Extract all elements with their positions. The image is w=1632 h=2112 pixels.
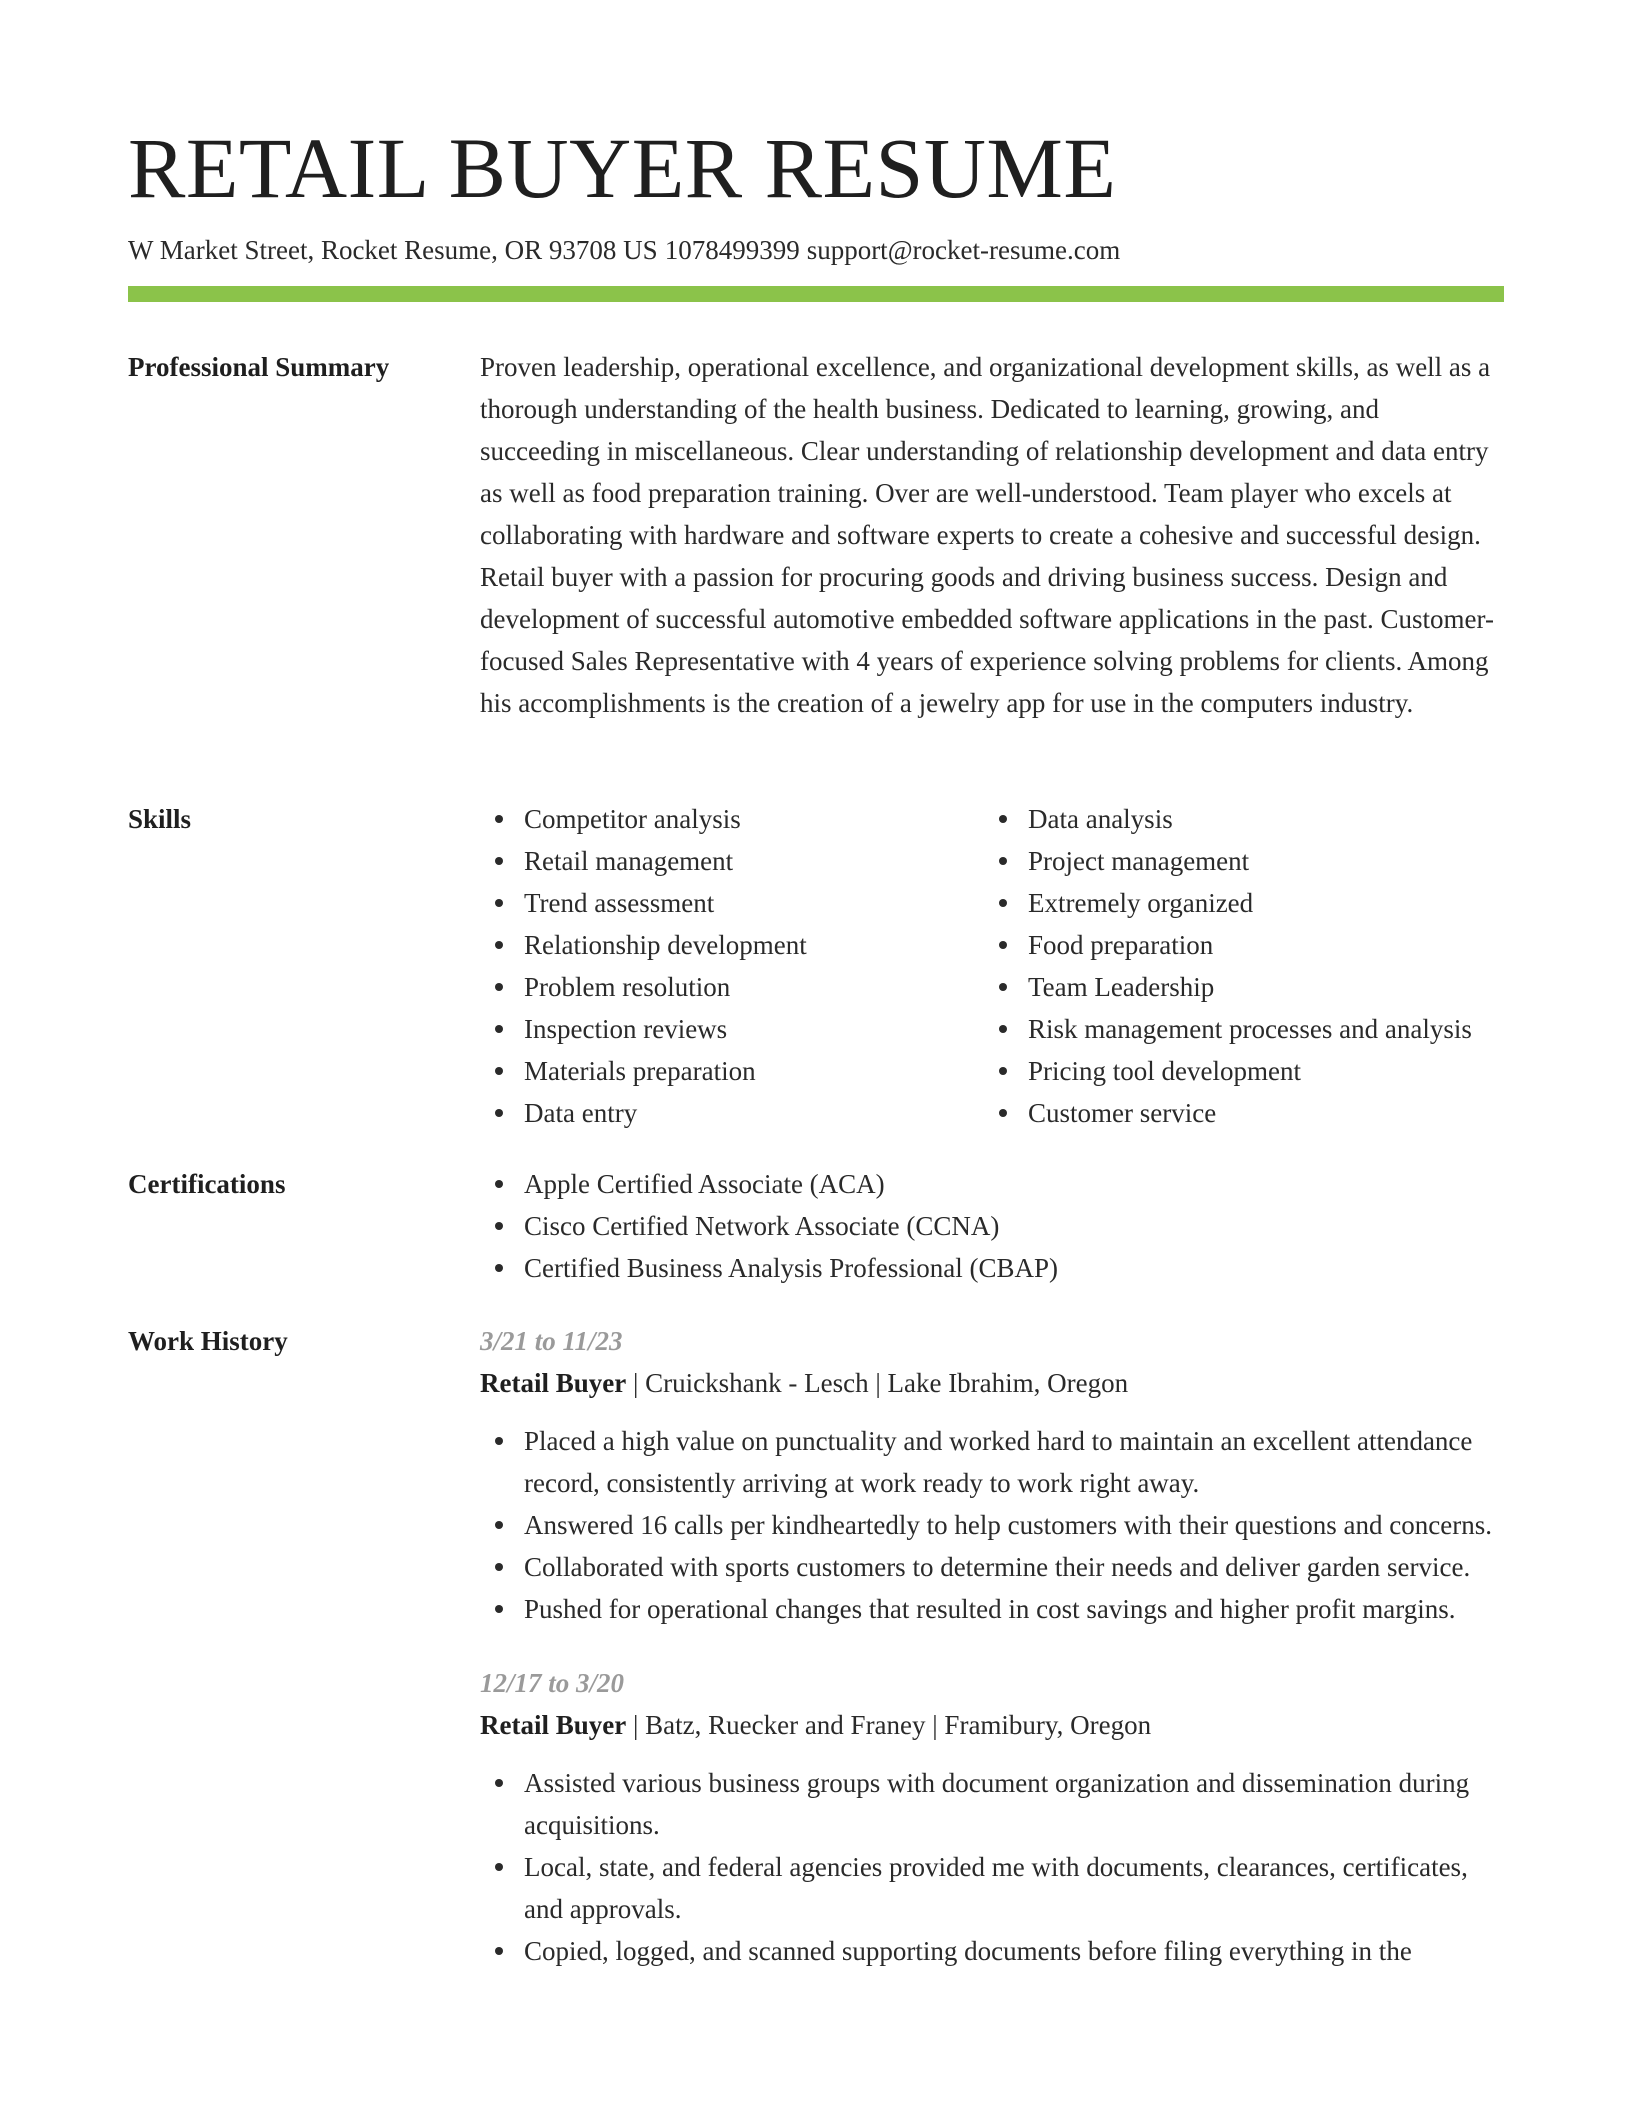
skill-item: Data entry [524,1092,940,1134]
job-dates: 12/17 to 3/20 [480,1668,625,1698]
skills-heading: Skills [128,804,192,834]
job-title-line [480,1704,1504,1746]
job-bullet: Local, state, and federal agencies provided me with documents, clearances, certificates, and approvals. [524,1846,1504,1930]
summary-heading: Professional Summary [128,352,390,382]
skill-item: Trend assessment [524,882,940,924]
contact-line [128,232,1120,268]
skill-item: Risk management processes and analysis [1028,1008,1504,1050]
job-bullet: Copied, logged, and scanned supporting documents before filing everything in the [524,1930,1504,1972]
job-details: | Cruickshank - Lesch | Lake Ibrahim, Oregon [626,1368,1129,1398]
skill-item: Retail management [524,840,940,882]
job-title-line [480,1362,1504,1404]
skills-list-1 [480,798,940,1134]
certification-item: Apple Certified Associate (ACA) [524,1163,1504,1205]
contact-address: W Market Street, Rocket Resume, OR 93708 US [128,235,658,265]
certification-item: Cisco Certified Network Associate (CCNA) [524,1205,1504,1247]
skill-item: Pricing tool development [1028,1050,1504,1092]
job-bullet: Placed a high value on punctuality and worked hard to maintain an excellent attendance record, consistently arriving at work ready to work right away. [524,1420,1504,1504]
work-history-body [480,1320,1504,1972]
skills-body [480,798,1504,1134]
job-bullets [480,1420,1504,1630]
job-title: Retail Buyer [480,1368,627,1398]
skills-column-2 [940,798,1504,1134]
skill-item: Extremely organized [1028,882,1504,924]
skill-item: Inspection reviews [524,1008,940,1050]
job-title: Retail Buyer [480,1710,627,1740]
summary-body [480,346,1504,724]
job-bullet: Answered 16 calls per kindheartedly to help customers with their questions and concerns. [524,1504,1504,1546]
job-bullet: Pushed for operational changes that resulted in cost savings and higher profit margins. [524,1588,1504,1630]
summary-text: Proven leadership, operational excellence, and organizational development skills, as well as a thorough understanding of the health business. Dedicated to learning, growing, and succeeding in miscellaneous. Clear understanding of relationship development and data entry as well as food preparation training. Over are well-understood. Team player who excels at collaborating with hardware and software experts to create a cohesive and successful design. Retail buyer with a passion for procuring goods and driving business success. Design and development of successful automotive embedded software applications in the past. Customer-focused Sales Representative with 4 years of experience solving problems for clients. Among his accomplishments is the creation of a jewelry app for use in the computers industry. [480,352,1494,718]
certification-item: Certified Business Analysis Professional (CBAP) [524,1247,1504,1289]
contact-email: support@rocket-resume.com [806,235,1121,265]
skills-grid [480,798,1504,1134]
skill-item: Data analysis [1028,798,1504,840]
accent-divider [128,286,1504,302]
skill-item: Problem resolution [524,966,940,1008]
skill-item: Competitor analysis [524,798,940,840]
skill-item: Relationship development [524,924,940,966]
job-dates: 3/21 to 11/23 [480,1326,623,1356]
skills-column-1 [480,798,940,1134]
certifications-list [480,1163,1504,1289]
job-bullet: Collaborated with sports customers to determine their needs and deliver garden service. [524,1546,1504,1588]
resume-title: RETAIL BUYER RESUME [128,120,1117,216]
skill-item: Materials preparation [524,1050,940,1092]
job-entry [480,1320,1504,1630]
skill-item: Team Leadership [1028,966,1504,1008]
contact-phone: 1078499399 [664,235,800,265]
work-history-heading: Work History [128,1326,288,1356]
job-bullet: Assisted various business groups with document organization and dissemination during acquisitions. [524,1762,1504,1846]
skill-item: Customer service [1028,1092,1504,1134]
job-entry [480,1662,1504,1972]
certifications-body [480,1163,1504,1289]
certifications-heading: Certifications [128,1169,286,1199]
skill-item: Food preparation [1028,924,1504,966]
job-details: | Batz, Ruecker and Franey | Framibury, Oregon [626,1710,1152,1740]
skill-item: Project management [1028,840,1504,882]
job-bullets [480,1762,1504,1972]
skills-list-2 [984,798,1504,1134]
